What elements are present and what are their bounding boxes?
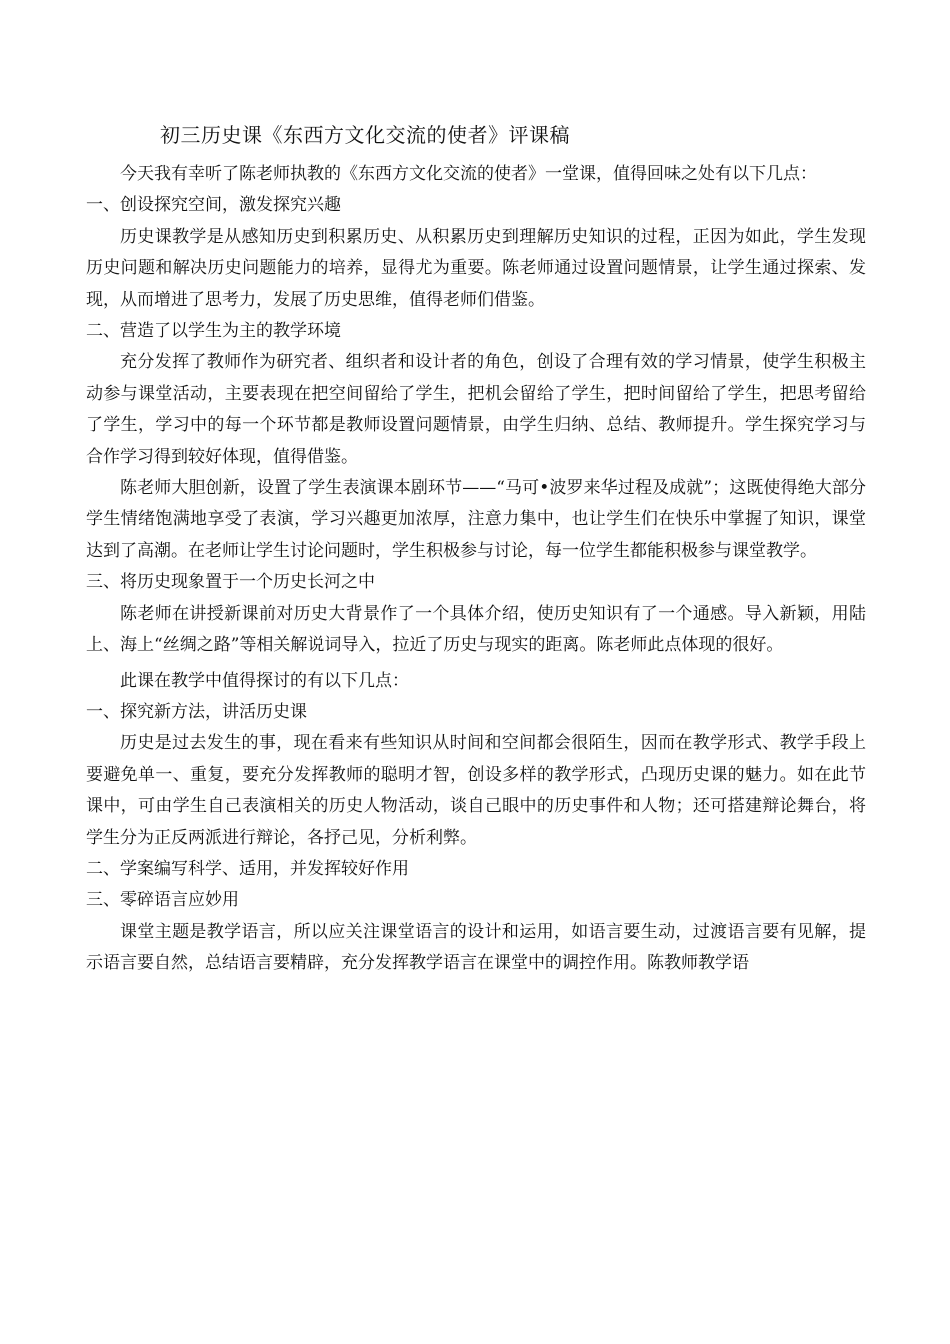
paragraph: 充分发挥了教师作为研究者、组织者和设计者的角色，创设了合理有效的学习情景，使学生积极主动参与课堂活动，主要表现在把空间留给了学生，把机会留给了学生，把时间留给了学生，把思考留给了学生，学习中的每一个环节都是教师设置问题情景，由学生归纳、总结、教师提升。学生探究学习与合作学习得到较好体现，值得借鉴。	[86, 352, 866, 467]
section-heading: 三、将历史现象置于一个历史长河之中	[86, 572, 375, 593]
section-heading: 二、学案编写科学、适用，并发挥较好作用	[86, 858, 409, 879]
paragraph: 历史课教学是从感知历史到积累历史、从积累历史到理解历史知识的过程，正因为如此，学生发现历史问题和解决历史问题能力的培养，显得尤为重要。陈老师通过设置问题情景，让学生通过探索、发现，从而增进了思考力，发展了历史思维，值得老师们借鉴。	[86, 226, 866, 310]
paragraph: 陈老师大胆创新，设置了学生表演课本剧环节——“马可•波罗来华过程及成就”；这既使得绝大部分学生情绪饱满地享受了表演，学习兴趣更加浓厚，注意力集中，也让学生们在快乐中掌握了知识，课堂达到了高潮。在老师让学生讨论问题时，学生积极参与讨论，每一位学生都能积极参与课堂教学。	[86, 478, 866, 561]
section-heading: 一、创设探究空间，激发探究兴趣	[86, 195, 341, 216]
paragraph: 陈老师在讲授新课前对历史大背景作了一个具体介绍，使历史知识有了一个通感。导入新颖，用陆上、海上“丝绸之路”等相关解说词导入，拉近了历史与现实的距离。陈老师此点体现的很好。	[86, 603, 866, 656]
section-heading: 三、零碎语言应妙用	[86, 890, 239, 911]
paragraph: 今天我有幸听了陈老师执教的《东西方文化交流的使者》一堂课，值得回味之处有以下几点：	[120, 164, 817, 184]
document-title: 初三历史课《东西方文化交流的使者》评课稿	[160, 123, 570, 147]
paragraph: 课堂主题是教学语言，所以应关注课堂语言的设计和运用，如语言要生动，过渡语言要有见解，提示语言要自然，总结语言要精辟，充分发挥教学语言在课堂中的调控作用。陈教师教学语	[86, 921, 866, 974]
section-heading: 一、探究新方法，讲活历史课	[86, 701, 307, 722]
section-heading: 二、营造了以学生为主的教学环境	[86, 321, 341, 342]
paragraph: 此课在教学中值得探讨的有以下几点：	[120, 670, 409, 691]
document-body	[86, 159, 866, 980]
paragraph: 历史是过去发生的事，现在看来有些知识从时间和空间都会很陌生，因而在教学形式、教学手段上要避免单一、重复，要充分发挥教师的聪明才智，创设多样的教学形式，凸现历史课的魅力。如在此节课中，可由学生自己表演相关的历史人物活动，谈自己眼中的历史事件和人物；还可搭建辩论舞台，将学生分为正反两派进行辩论，各抒己见，分析利弊。	[86, 733, 866, 848]
